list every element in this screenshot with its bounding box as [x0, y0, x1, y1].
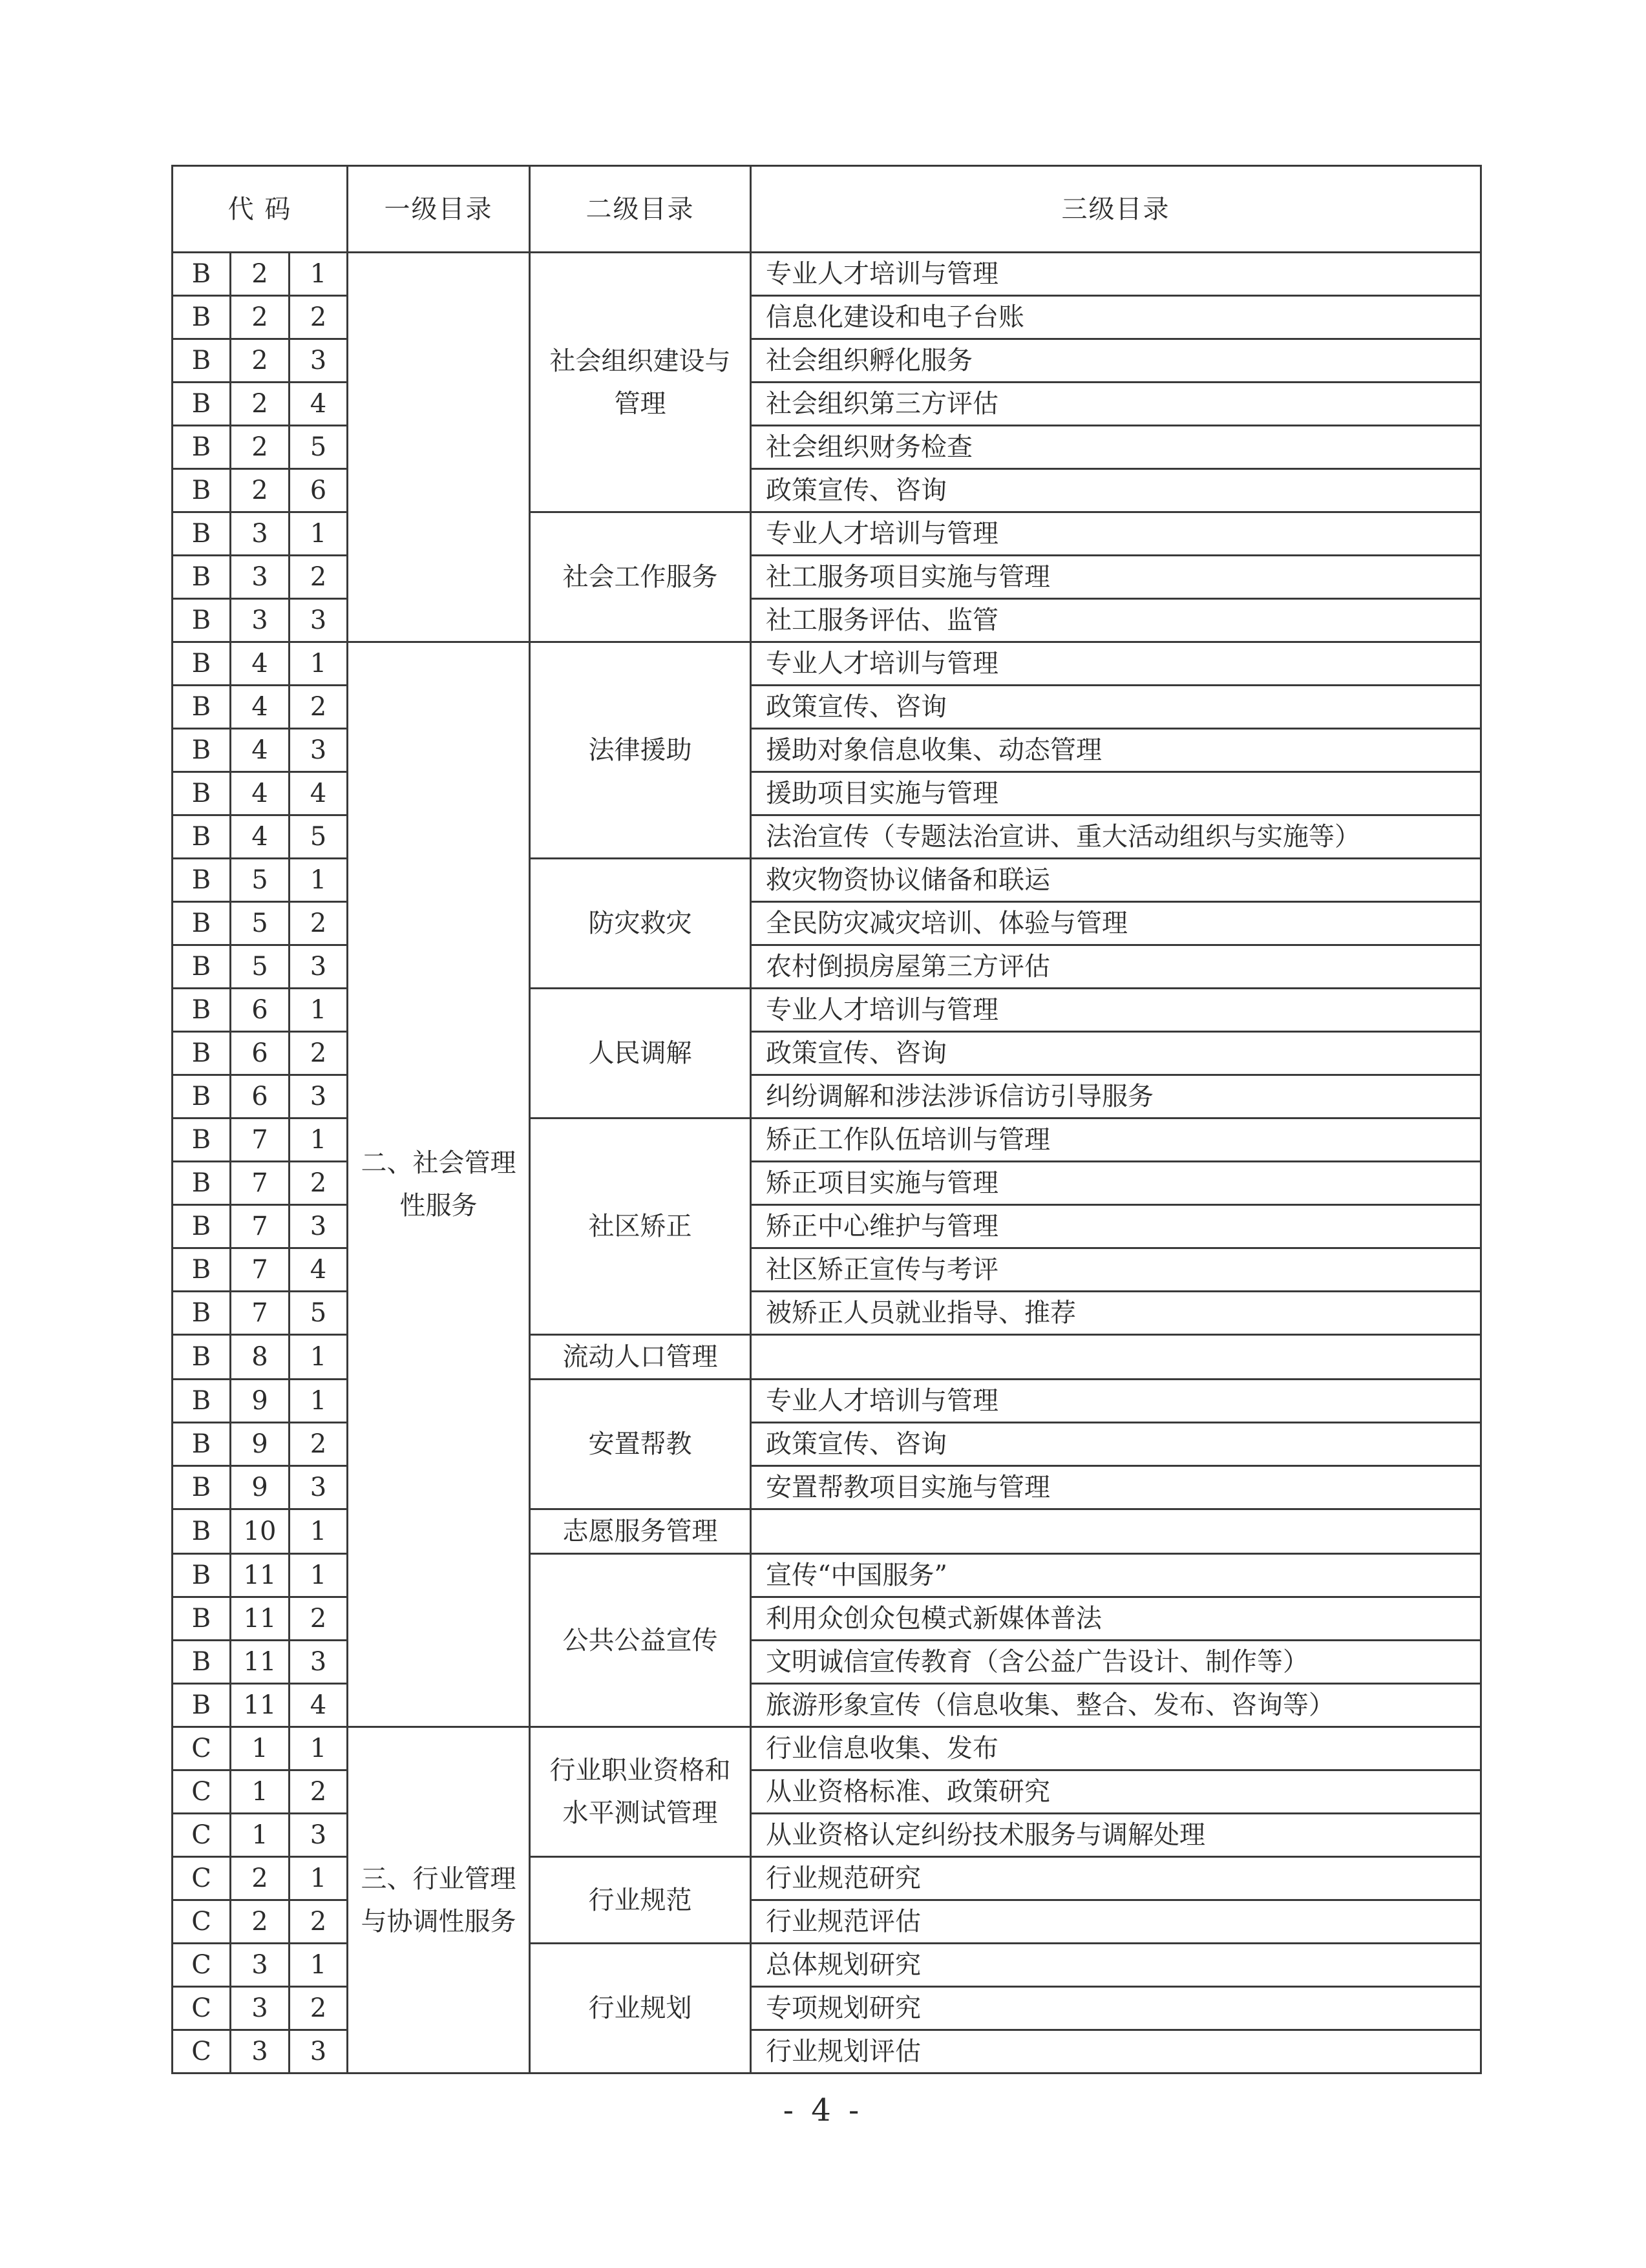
code-part1: C [173, 1770, 231, 1814]
level3-item: 信息化建设和电子台账 [751, 296, 1481, 339]
code-part1: C [173, 1944, 231, 1987]
code-part1: C [173, 1900, 231, 1944]
code-part2: 4 [231, 729, 290, 772]
code-part1: B [173, 772, 231, 815]
code-part3: 1 [290, 859, 348, 902]
code-part3: 2 [290, 1162, 348, 1205]
level3-item: 行业规范评估 [751, 1900, 1481, 1944]
level3-item: 矫正项目实施与管理 [751, 1162, 1481, 1205]
code-part2: 8 [231, 1335, 290, 1380]
level3-item: 社工服务评估、监管 [751, 599, 1481, 642]
code-part1: C [173, 1814, 231, 1857]
code-part3: 4 [290, 1248, 348, 1292]
code-part2: 3 [231, 512, 290, 556]
code-part3: 6 [290, 469, 348, 512]
code-part3: 4 [290, 1684, 348, 1727]
code-part1: B [173, 686, 231, 729]
level3-item: 专业人才培训与管理 [751, 1380, 1481, 1423]
level3-item [751, 1509, 1481, 1554]
code-part2: 9 [231, 1423, 290, 1466]
code-part2: 7 [231, 1205, 290, 1248]
level3-item: 专业人才培训与管理 [751, 642, 1481, 686]
code-part2: 2 [231, 1900, 290, 1944]
code-part2: 11 [231, 1554, 290, 1597]
code-part1: B [173, 599, 231, 642]
level3-item: 专业人才培训与管理 [751, 253, 1481, 296]
level3-item: 全民防灾减灾培训、体验与管理 [751, 902, 1481, 945]
catalog-table-body [173, 166, 1481, 2074]
code-part2: 11 [231, 1684, 290, 1727]
level3-item: 行业规划评估 [751, 2030, 1481, 2074]
level2-category: 流动人口管理 [530, 1335, 751, 1380]
code-part3: 1 [290, 1944, 348, 1987]
code-part1: B [173, 1075, 231, 1118]
code-part3: 2 [290, 1770, 348, 1814]
code-part2: 3 [231, 1944, 290, 1987]
code-part2: 2 [231, 383, 290, 426]
code-part2: 6 [231, 989, 290, 1032]
code-part1: B [173, 1684, 231, 1727]
code-part3: 1 [290, 253, 348, 296]
catalog-table [171, 165, 1482, 2074]
code-part3: 3 [290, 945, 348, 989]
code-part1: B [173, 1032, 231, 1075]
code-part3: 3 [290, 1075, 348, 1118]
code-part3: 4 [290, 383, 348, 426]
code-part3: 3 [290, 1814, 348, 1857]
code-part3: 1 [290, 1727, 348, 1770]
code-part2: 4 [231, 772, 290, 815]
code-part1: B [173, 1597, 231, 1641]
level2-category: 社区矫正 [530, 1118, 751, 1335]
level1-category [348, 253, 530, 642]
code-part2: 2 [231, 469, 290, 512]
code-part3: 1 [290, 989, 348, 1032]
code-part1: B [173, 1118, 231, 1162]
code-part1: B [173, 1380, 231, 1423]
code-part2: 3 [231, 2030, 290, 2074]
level2-category: 社会工作服务 [530, 512, 751, 642]
code-part3: 2 [290, 1987, 348, 2030]
level3-item: 专业人才培训与管理 [751, 989, 1481, 1032]
code-part1: B [173, 1292, 231, 1335]
level2-category: 安置帮教 [530, 1380, 751, 1509]
code-part2: 9 [231, 1380, 290, 1423]
level3-item: 援助对象信息收集、动态管理 [751, 729, 1481, 772]
code-part2: 3 [231, 1987, 290, 2030]
code-part1: B [173, 859, 231, 902]
code-part2: 2 [231, 339, 290, 383]
code-part3: 2 [290, 1900, 348, 1944]
level2-category: 人民调解 [530, 989, 751, 1118]
code-part3: 3 [290, 729, 348, 772]
code-part1: B [173, 902, 231, 945]
level3-item: 总体规划研究 [751, 1944, 1481, 1987]
page-number: - 4 - [783, 2092, 863, 2128]
code-part3: 2 [290, 296, 348, 339]
level2-category: 行业规范 [530, 1857, 751, 1944]
code-part3: 3 [290, 1466, 348, 1509]
code-part3: 2 [290, 902, 348, 945]
level3-item: 从业资格标准、政策研究 [751, 1770, 1481, 1814]
code-part2: 1 [231, 1770, 290, 1814]
level3-item: 政策宣传、咨询 [751, 469, 1481, 512]
level2-category: 公共公益宣传 [530, 1554, 751, 1727]
code-part1: B [173, 729, 231, 772]
code-part1: B [173, 989, 231, 1032]
code-part3: 1 [290, 1118, 348, 1162]
code-part1: B [173, 1641, 231, 1684]
code-part3: 1 [290, 1380, 348, 1423]
code-part2: 5 [231, 902, 290, 945]
code-part2: 10 [231, 1509, 290, 1554]
code-part2: 1 [231, 1814, 290, 1857]
code-part2: 6 [231, 1032, 290, 1075]
level2-category: 行业职业资格和水平测试管理 [530, 1727, 751, 1857]
level3-item: 专项规划研究 [751, 1987, 1481, 2030]
level3-item: 社会组织财务检查 [751, 426, 1481, 469]
code-part2: 11 [231, 1597, 290, 1641]
code-part2: 7 [231, 1292, 290, 1335]
table-row [173, 1727, 1481, 1770]
code-part3: 5 [290, 815, 348, 859]
code-part3: 3 [290, 1205, 348, 1248]
level3-item: 政策宣传、咨询 [751, 686, 1481, 729]
code-part3: 2 [290, 1423, 348, 1466]
level3-item: 被矫正人员就业指导、推荐 [751, 1292, 1481, 1335]
code-part1: C [173, 1727, 231, 1770]
code-part1: C [173, 1987, 231, 2030]
code-part2: 9 [231, 1466, 290, 1509]
level3-item: 安置帮教项目实施与管理 [751, 1466, 1481, 1509]
level3-item: 旅游形象宣传（信息收集、整合、发布、咨询等） [751, 1684, 1481, 1727]
level2-category: 法律援助 [530, 642, 751, 859]
code-part3: 2 [290, 686, 348, 729]
code-part2: 7 [231, 1118, 290, 1162]
level1-category: 二、社会管理性服务 [348, 642, 530, 1727]
code-part1: C [173, 1857, 231, 1900]
level3-item: 救灾物资协议储备和联运 [751, 859, 1481, 902]
code-part1: B [173, 1554, 231, 1597]
code-part1: B [173, 1248, 231, 1292]
table-row [173, 253, 1481, 296]
level3-item: 政策宣传、咨询 [751, 1423, 1481, 1466]
level3-item: 社工服务项目实施与管理 [751, 556, 1481, 599]
header-code: 代 码 [173, 166, 348, 253]
code-part3: 5 [290, 426, 348, 469]
code-part1: B [173, 296, 231, 339]
code-part3: 1 [290, 1554, 348, 1597]
code-part1: B [173, 556, 231, 599]
code-part3: 3 [290, 599, 348, 642]
code-part2: 5 [231, 859, 290, 902]
code-part3: 2 [290, 556, 348, 599]
code-part3: 1 [290, 642, 348, 686]
code-part1: B [173, 642, 231, 686]
code-part1: B [173, 1466, 231, 1509]
level3-item: 社会组织孵化服务 [751, 339, 1481, 383]
code-part2: 4 [231, 686, 290, 729]
level3-item: 援助项目实施与管理 [751, 772, 1481, 815]
level3-item: 文明诚信宣传教育（含公益广告设计、制作等） [751, 1641, 1481, 1684]
level2-category: 志愿服务管理 [530, 1509, 751, 1554]
code-part3: 5 [290, 1292, 348, 1335]
code-part2: 6 [231, 1075, 290, 1118]
header-level1: 一级目录 [348, 166, 530, 253]
level3-item: 利用众创众包模式新媒体普法 [751, 1597, 1481, 1641]
level3-item: 从业资格认定纠纷技术服务与调解处理 [751, 1814, 1481, 1857]
code-part3: 1 [290, 512, 348, 556]
level3-item: 农村倒损房屋第三方评估 [751, 945, 1481, 989]
code-part2: 1 [231, 1727, 290, 1770]
code-part2: 7 [231, 1248, 290, 1292]
level3-item: 矫正中心维护与管理 [751, 1205, 1481, 1248]
code-part2: 5 [231, 945, 290, 989]
code-part2: 2 [231, 296, 290, 339]
code-part1: B [173, 512, 231, 556]
code-part1: B [173, 383, 231, 426]
code-part3: 1 [290, 1857, 348, 1900]
level3-item: 矫正工作队伍培训与管理 [751, 1118, 1481, 1162]
code-part3: 3 [290, 1641, 348, 1684]
level3-item: 政策宣传、咨询 [751, 1032, 1481, 1075]
code-part1: B [173, 1423, 231, 1466]
code-part1: B [173, 1509, 231, 1554]
level3-item: 宣传“中国服务” [751, 1554, 1481, 1597]
level3-item: 专业人才培训与管理 [751, 512, 1481, 556]
code-part2: 4 [231, 815, 290, 859]
code-part3: 2 [290, 1032, 348, 1075]
level2-category: 防灾救灾 [530, 859, 751, 989]
code-part1: B [173, 339, 231, 383]
level3-item: 纠纷调解和涉法涉诉信访引导服务 [751, 1075, 1481, 1118]
code-part2: 2 [231, 1857, 290, 1900]
code-part2: 3 [231, 599, 290, 642]
code-part3: 3 [290, 2030, 348, 2074]
code-part1: B [173, 426, 231, 469]
level3-item: 社区矫正宣传与考评 [751, 1248, 1481, 1292]
level3-item: 行业规范研究 [751, 1857, 1481, 1900]
header-level2: 二级目录 [530, 166, 751, 253]
level2-category: 社会组织建设与管理 [530, 253, 751, 512]
code-part2: 7 [231, 1162, 290, 1205]
code-part2: 11 [231, 1641, 290, 1684]
code-part3: 1 [290, 1509, 348, 1554]
code-part1: B [173, 253, 231, 296]
level3-item: 社会组织第三方评估 [751, 383, 1481, 426]
code-part1: C [173, 2030, 231, 2074]
code-part1: B [173, 469, 231, 512]
code-part2: 3 [231, 556, 290, 599]
header-level3: 三级目录 [751, 166, 1481, 253]
level1-category: 三、行业管理与协调性服务 [348, 1727, 530, 2074]
level2-category: 行业规划 [530, 1944, 751, 2074]
code-part1: B [173, 945, 231, 989]
code-part2: 2 [231, 253, 290, 296]
table-row [173, 642, 1481, 686]
code-part3: 3 [290, 339, 348, 383]
code-part2: 4 [231, 642, 290, 686]
code-part3: 2 [290, 1597, 348, 1641]
code-part2: 2 [231, 426, 290, 469]
code-part1: B [173, 815, 231, 859]
level3-item: 行业信息收集、发布 [751, 1727, 1481, 1770]
code-part1: B [173, 1162, 231, 1205]
level3-item [751, 1335, 1481, 1380]
code-part3: 1 [290, 1335, 348, 1380]
code-part1: B [173, 1205, 231, 1248]
table-header-row [173, 166, 1481, 253]
code-part1: B [173, 1335, 231, 1380]
level3-item: 法治宣传（专题法治宣讲、重大活动组织与实施等） [751, 815, 1481, 859]
code-part3: 4 [290, 772, 348, 815]
